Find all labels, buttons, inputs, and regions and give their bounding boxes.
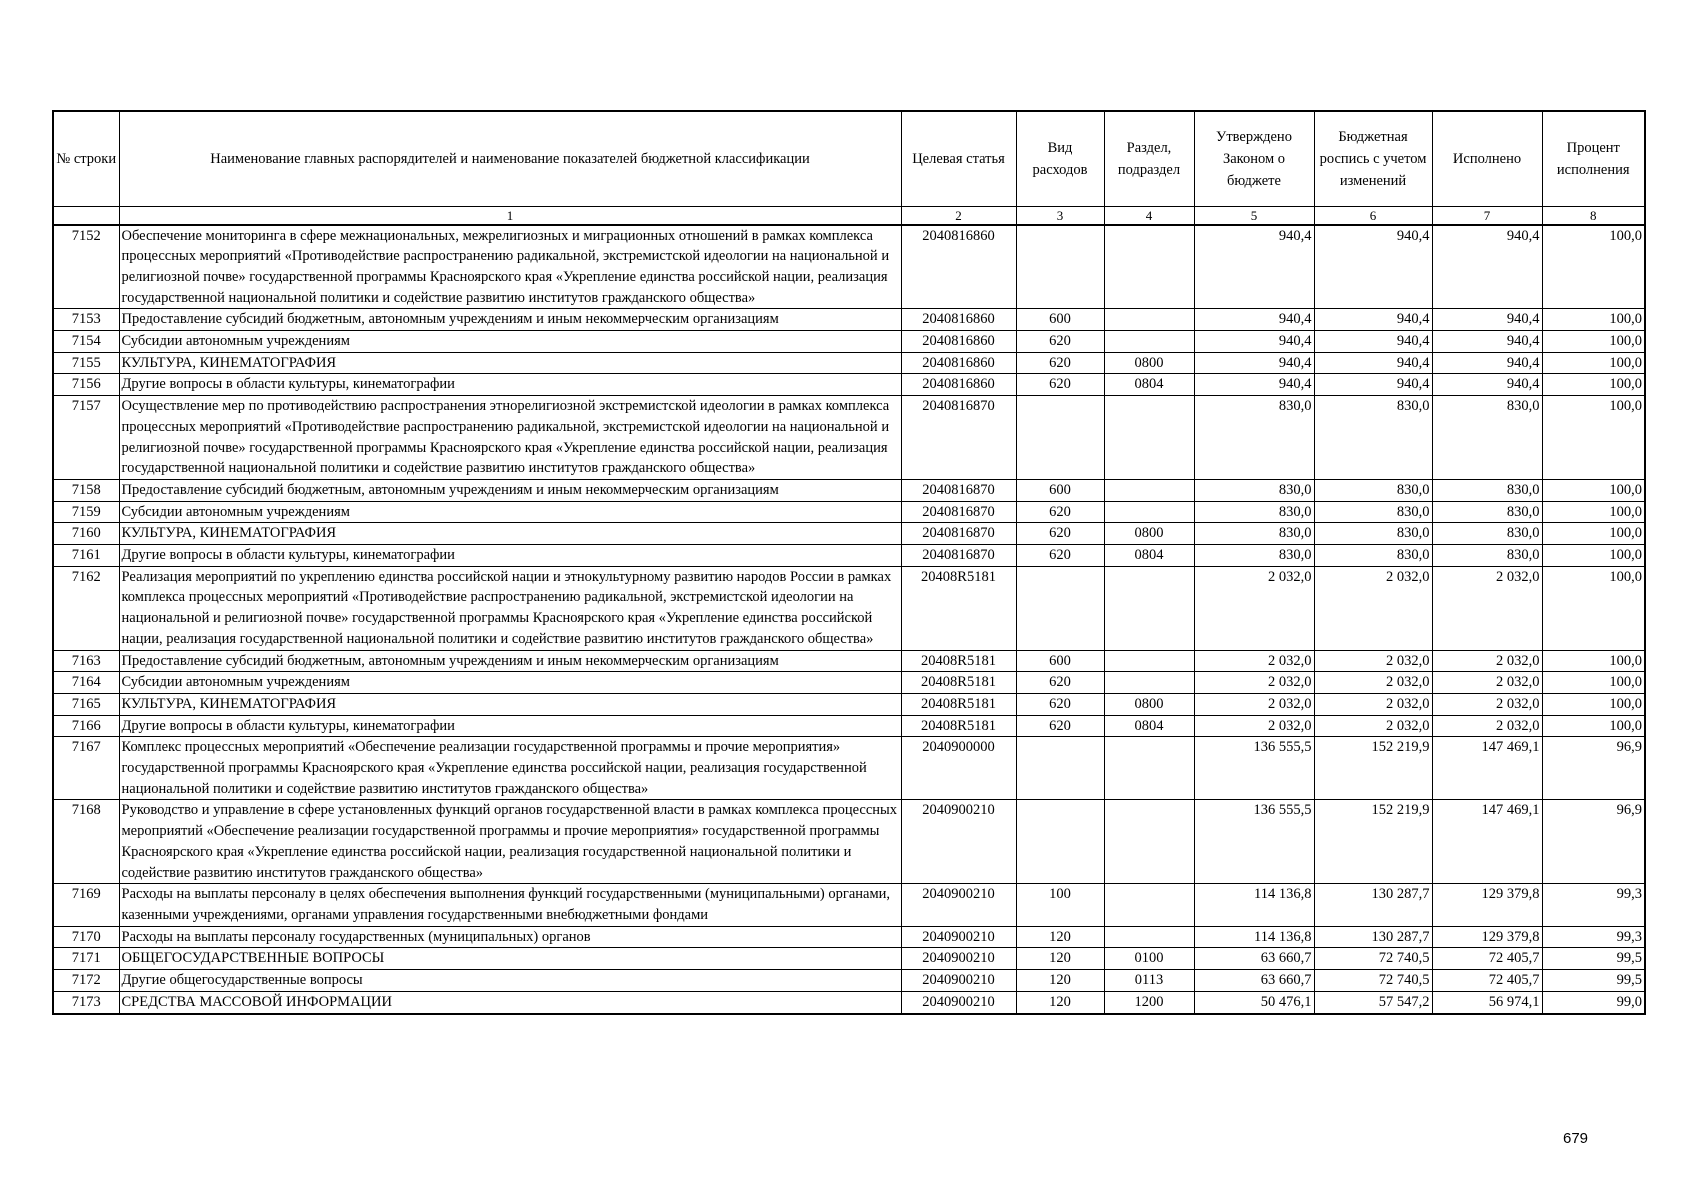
row-target-code: 2040816860 xyxy=(901,309,1016,331)
row-percent: 100,0 xyxy=(1542,545,1645,567)
row-approved: 2 032,0 xyxy=(1194,672,1314,694)
row-target-code: 2040816870 xyxy=(901,396,1016,480)
column-index: 1 xyxy=(119,206,901,225)
column-index: 2 xyxy=(901,206,1016,225)
row-target-code: 2040816870 xyxy=(901,523,1016,545)
row-executed: 940,4 xyxy=(1432,374,1542,396)
row-number: 7160 xyxy=(53,523,119,545)
column-index: 6 xyxy=(1314,206,1432,225)
table-row xyxy=(53,309,1645,331)
row-section xyxy=(1104,926,1194,948)
row-schedule: 152 219,9 xyxy=(1314,800,1432,884)
table-row xyxy=(53,545,1645,567)
table-row xyxy=(53,331,1645,353)
row-schedule: 940,4 xyxy=(1314,374,1432,396)
row-name: КУЛЬТУРА, КИНЕМАТОГРАФИЯ xyxy=(119,523,901,545)
row-executed: 940,4 xyxy=(1432,352,1542,374)
row-name: Расходы на выплаты персоналу государственных (муниципальных) органов xyxy=(119,926,901,948)
row-schedule: 57 547,2 xyxy=(1314,991,1432,1013)
row-percent: 100,0 xyxy=(1542,352,1645,374)
table-body xyxy=(53,225,1645,1014)
row-expense-kind: 620 xyxy=(1016,523,1104,545)
row-target-code: 20408R5181 xyxy=(901,693,1016,715)
row-percent: 96,9 xyxy=(1542,737,1645,800)
row-schedule: 130 287,7 xyxy=(1314,926,1432,948)
column-index: 8 xyxy=(1542,206,1645,225)
row-executed: 72 405,7 xyxy=(1432,948,1542,970)
row-schedule: 940,4 xyxy=(1314,352,1432,374)
table-header xyxy=(53,111,1645,225)
row-target-code: 2040816870 xyxy=(901,479,1016,501)
row-executed: 940,4 xyxy=(1432,225,1542,309)
row-expense-kind: 600 xyxy=(1016,309,1104,331)
row-executed: 2 032,0 xyxy=(1432,672,1542,694)
row-executed: 830,0 xyxy=(1432,479,1542,501)
row-number: 7166 xyxy=(53,715,119,737)
header-executed: Исполнено xyxy=(1432,111,1542,206)
row-expense-kind xyxy=(1016,566,1104,650)
row-number: 7172 xyxy=(53,970,119,992)
row-schedule: 830,0 xyxy=(1314,523,1432,545)
row-expense-kind: 120 xyxy=(1016,991,1104,1013)
row-expense-kind: 600 xyxy=(1016,479,1104,501)
row-approved: 940,4 xyxy=(1194,331,1314,353)
row-section: 0113 xyxy=(1104,970,1194,992)
table-row xyxy=(53,374,1645,396)
row-target-code: 2040900210 xyxy=(901,800,1016,884)
row-expense-kind xyxy=(1016,396,1104,480)
row-expense-kind: 100 xyxy=(1016,884,1104,926)
row-section xyxy=(1104,672,1194,694)
row-expense-kind: 620 xyxy=(1016,331,1104,353)
row-number: 7154 xyxy=(53,331,119,353)
table-row xyxy=(53,566,1645,650)
row-target-code: 2040900000 xyxy=(901,737,1016,800)
row-name: Предоставление субсидий бюджетным, автономным учреждениям и иным некоммерческим организациям xyxy=(119,479,901,501)
row-number: 7169 xyxy=(53,884,119,926)
budget-table xyxy=(52,110,1646,1015)
row-section: 0800 xyxy=(1104,352,1194,374)
row-number: 7171 xyxy=(53,948,119,970)
row-section xyxy=(1104,479,1194,501)
row-schedule: 152 219,9 xyxy=(1314,737,1432,800)
column-index-row xyxy=(53,206,1645,225)
row-approved: 63 660,7 xyxy=(1194,948,1314,970)
row-percent: 96,9 xyxy=(1542,800,1645,884)
row-section: 0100 xyxy=(1104,948,1194,970)
row-approved: 136 555,5 xyxy=(1194,800,1314,884)
row-number: 7159 xyxy=(53,501,119,523)
column-index: 7 xyxy=(1432,206,1542,225)
table-row xyxy=(53,479,1645,501)
row-approved: 63 660,7 xyxy=(1194,970,1314,992)
row-name: Другие вопросы в области культуры, кинематографии xyxy=(119,374,901,396)
row-executed: 830,0 xyxy=(1432,396,1542,480)
row-section xyxy=(1104,566,1194,650)
row-expense-kind: 620 xyxy=(1016,501,1104,523)
row-approved: 940,4 xyxy=(1194,309,1314,331)
row-expense-kind: 600 xyxy=(1016,650,1104,672)
row-name: КУЛЬТУРА, КИНЕМАТОГРАФИЯ xyxy=(119,693,901,715)
row-schedule: 830,0 xyxy=(1314,501,1432,523)
header-approved: Утверждено Законом о бюджете xyxy=(1194,111,1314,206)
row-approved: 2 032,0 xyxy=(1194,715,1314,737)
row-percent: 100,0 xyxy=(1542,374,1645,396)
row-percent: 100,0 xyxy=(1542,523,1645,545)
row-percent: 100,0 xyxy=(1542,693,1645,715)
row-executed: 2 032,0 xyxy=(1432,715,1542,737)
row-name: Комплекс процессных мероприятий «Обеспечение реализации государственной программы и прочие мероприятия» государственной программы Красноярского края «Укрепление единства российской нации, реализация государственной национальной политики и содействие развитию институтов гражданского общества» xyxy=(119,737,901,800)
row-section xyxy=(1104,396,1194,480)
row-target-code: 2040816860 xyxy=(901,352,1016,374)
row-executed: 830,0 xyxy=(1432,523,1542,545)
row-percent: 100,0 xyxy=(1542,672,1645,694)
row-schedule: 2 032,0 xyxy=(1314,693,1432,715)
row-percent: 100,0 xyxy=(1542,309,1645,331)
row-name: Предоставление субсидий бюджетным, автономным учреждениям и иным некоммерческим организациям xyxy=(119,309,901,331)
row-percent: 99,5 xyxy=(1542,970,1645,992)
row-approved: 114 136,8 xyxy=(1194,926,1314,948)
row-target-code: 2040900210 xyxy=(901,884,1016,926)
row-target-code: 2040816870 xyxy=(901,545,1016,567)
table-row xyxy=(53,225,1645,309)
row-name: Субсидии автономным учреждениям xyxy=(119,331,901,353)
row-number: 7157 xyxy=(53,396,119,480)
table-row xyxy=(53,737,1645,800)
row-approved: 830,0 xyxy=(1194,545,1314,567)
row-section xyxy=(1104,737,1194,800)
table-row xyxy=(53,970,1645,992)
row-name: Обеспечение мониторинга в сфере межнациональных, межрелигиозных и миграционных отношений в рамках комплекса процессных мероприятий «Противодействие распространению радикальной, экстремистской идеологии на национальной и религиозной почве» государственной программы Красноярского края «Укрепление единства российской нации, реализация государственной национальной политики и содействие развитию институтов гражданского общества» xyxy=(119,225,901,309)
table-row xyxy=(53,884,1645,926)
row-schedule: 830,0 xyxy=(1314,396,1432,480)
row-expense-kind: 620 xyxy=(1016,545,1104,567)
row-approved: 136 555,5 xyxy=(1194,737,1314,800)
row-executed: 2 032,0 xyxy=(1432,650,1542,672)
row-executed: 940,4 xyxy=(1432,309,1542,331)
row-target-code: 20408R5181 xyxy=(901,566,1016,650)
row-schedule: 830,0 xyxy=(1314,479,1432,501)
row-approved: 830,0 xyxy=(1194,501,1314,523)
row-name: Реализация мероприятий по укреплению единства российской нации и этнокультурному развитию народов России в рамках комплекса процессных мероприятий «Противодействие распространению радикальной, экстремистской идеологии на национальной и религиозной почве» государственной программы Красноярского края «Укрепление единства российской нации, реализация государственной национальной политики и содействие развитию институтов гражданского общества» xyxy=(119,566,901,650)
header-schedule: Бюджетная роспись с учетом изменений xyxy=(1314,111,1432,206)
row-executed: 129 379,8 xyxy=(1432,884,1542,926)
row-section xyxy=(1104,501,1194,523)
column-index-blank xyxy=(53,206,119,225)
row-number: 7170 xyxy=(53,926,119,948)
row-target-code: 20408R5181 xyxy=(901,715,1016,737)
row-section: 1200 xyxy=(1104,991,1194,1013)
row-expense-kind: 620 xyxy=(1016,715,1104,737)
row-schedule: 940,4 xyxy=(1314,309,1432,331)
row-executed: 72 405,7 xyxy=(1432,970,1542,992)
row-executed: 830,0 xyxy=(1432,545,1542,567)
row-expense-kind xyxy=(1016,737,1104,800)
row-number: 7163 xyxy=(53,650,119,672)
row-number: 7162 xyxy=(53,566,119,650)
row-section xyxy=(1104,800,1194,884)
row-percent: 100,0 xyxy=(1542,566,1645,650)
row-percent: 99,3 xyxy=(1542,884,1645,926)
row-target-code: 2040816860 xyxy=(901,225,1016,309)
row-target-code: 2040816870 xyxy=(901,501,1016,523)
column-index: 5 xyxy=(1194,206,1314,225)
header-section: Раздел, подраздел xyxy=(1104,111,1194,206)
row-section: 0800 xyxy=(1104,693,1194,715)
row-section xyxy=(1104,331,1194,353)
table-row xyxy=(53,991,1645,1013)
table-row xyxy=(53,650,1645,672)
row-name: Другие вопросы в области культуры, кинематографии xyxy=(119,715,901,737)
row-section: 0804 xyxy=(1104,374,1194,396)
row-schedule: 2 032,0 xyxy=(1314,672,1432,694)
row-schedule: 940,4 xyxy=(1314,225,1432,309)
row-approved: 830,0 xyxy=(1194,523,1314,545)
row-executed: 147 469,1 xyxy=(1432,737,1542,800)
header-name: Наименование главных распорядителей и наименование показателей бюджетной классификации xyxy=(119,111,901,206)
row-schedule: 2 032,0 xyxy=(1314,650,1432,672)
row-executed: 940,4 xyxy=(1432,331,1542,353)
row-name: Предоставление субсидий бюджетным, автономным учреждениям и иным некоммерческим организациям xyxy=(119,650,901,672)
row-name: Другие вопросы в области культуры, кинематографии xyxy=(119,545,901,567)
row-percent: 99,0 xyxy=(1542,991,1645,1013)
row-target-code: 2040816860 xyxy=(901,374,1016,396)
row-number: 7173 xyxy=(53,991,119,1013)
table-row xyxy=(53,693,1645,715)
row-percent: 100,0 xyxy=(1542,715,1645,737)
row-expense-kind: 120 xyxy=(1016,926,1104,948)
table-row xyxy=(53,672,1645,694)
row-percent: 99,5 xyxy=(1542,948,1645,970)
row-name: Субсидии автономным учреждениям xyxy=(119,501,901,523)
table-row xyxy=(53,800,1645,884)
row-number: 7153 xyxy=(53,309,119,331)
row-name: Другие общегосударственные вопросы xyxy=(119,970,901,992)
row-expense-kind xyxy=(1016,800,1104,884)
row-number: 7167 xyxy=(53,737,119,800)
row-expense-kind: 620 xyxy=(1016,672,1104,694)
row-expense-kind: 620 xyxy=(1016,352,1104,374)
row-name: Осуществление мер по противодействию распространения этнорелигиозной экстремистской идеологии в рамках комплекса процессных мероприятий «Противодействие распространению радикальной, экстремистской идеологии на национальной и религиозной почве» государственной программы Красноярского края «Укрепление единства российской нации, реализация государственной национальной политики и содействие развитию институтов гражданского общества» xyxy=(119,396,901,480)
row-target-code: 2040900210 xyxy=(901,991,1016,1013)
row-expense-kind: 120 xyxy=(1016,948,1104,970)
table-row xyxy=(53,948,1645,970)
row-target-code: 20408R5181 xyxy=(901,672,1016,694)
row-approved: 2 032,0 xyxy=(1194,650,1314,672)
row-schedule: 940,4 xyxy=(1314,331,1432,353)
row-number: 7152 xyxy=(53,225,119,309)
column-index: 3 xyxy=(1016,206,1104,225)
row-number: 7168 xyxy=(53,800,119,884)
table-row xyxy=(53,352,1645,374)
row-percent: 100,0 xyxy=(1542,396,1645,480)
row-executed: 2 032,0 xyxy=(1432,566,1542,650)
table-row xyxy=(53,501,1645,523)
row-section: 0804 xyxy=(1104,545,1194,567)
row-number: 7164 xyxy=(53,672,119,694)
row-schedule: 2 032,0 xyxy=(1314,715,1432,737)
row-target-code: 2040900210 xyxy=(901,948,1016,970)
row-section: 0804 xyxy=(1104,715,1194,737)
row-expense-kind xyxy=(1016,225,1104,309)
row-target-code: 2040816860 xyxy=(901,331,1016,353)
row-schedule: 72 740,5 xyxy=(1314,948,1432,970)
row-schedule: 130 287,7 xyxy=(1314,884,1432,926)
row-executed: 147 469,1 xyxy=(1432,800,1542,884)
row-schedule: 2 032,0 xyxy=(1314,566,1432,650)
row-schedule: 830,0 xyxy=(1314,545,1432,567)
row-name: СРЕДСТВА МАССОВОЙ ИНФОРМАЦИИ xyxy=(119,991,901,1013)
row-percent: 100,0 xyxy=(1542,225,1645,309)
row-name: Субсидии автономным учреждениям xyxy=(119,672,901,694)
row-section: 0800 xyxy=(1104,523,1194,545)
row-percent: 100,0 xyxy=(1542,479,1645,501)
row-expense-kind: 120 xyxy=(1016,970,1104,992)
row-number: 7161 xyxy=(53,545,119,567)
row-section xyxy=(1104,884,1194,926)
row-executed: 2 032,0 xyxy=(1432,693,1542,715)
header-row-no: № строки xyxy=(53,111,119,206)
table-row xyxy=(53,523,1645,545)
table-row xyxy=(53,396,1645,480)
row-approved: 2 032,0 xyxy=(1194,693,1314,715)
row-number: 7165 xyxy=(53,693,119,715)
row-percent: 99,3 xyxy=(1542,926,1645,948)
row-section xyxy=(1104,225,1194,309)
row-approved: 830,0 xyxy=(1194,396,1314,480)
row-number: 7155 xyxy=(53,352,119,374)
table-row xyxy=(53,715,1645,737)
row-approved: 830,0 xyxy=(1194,479,1314,501)
row-expense-kind: 620 xyxy=(1016,374,1104,396)
row-section xyxy=(1104,309,1194,331)
row-number: 7156 xyxy=(53,374,119,396)
row-percent: 100,0 xyxy=(1542,501,1645,523)
row-name: Руководство и управление в сфере установленных функций органов государственной власти в рамках комплекса процессных мероприятий «Обеспечение реализации государственной программы и прочие мероприятия» государственной программы Красноярского края «Укрепление единства российской нации, реализация государственной национальной политики и содействие развитию институтов гражданского общества» xyxy=(119,800,901,884)
row-target-code: 2040900210 xyxy=(901,926,1016,948)
row-approved: 50 476,1 xyxy=(1194,991,1314,1013)
row-target-code: 2040900210 xyxy=(901,970,1016,992)
page-number: 679 xyxy=(1563,1130,1589,1147)
row-section xyxy=(1104,650,1194,672)
row-executed: 56 974,1 xyxy=(1432,991,1542,1013)
row-approved: 2 032,0 xyxy=(1194,566,1314,650)
header-kind: Вид расходов xyxy=(1016,111,1104,206)
row-approved: 940,4 xyxy=(1194,352,1314,374)
table-row xyxy=(53,926,1645,948)
row-number: 7158 xyxy=(53,479,119,501)
row-name: ОБЩЕГОСУДАРСТВЕННЫЕ ВОПРОСЫ xyxy=(119,948,901,970)
column-index: 4 xyxy=(1104,206,1194,225)
row-name: Расходы на выплаты персоналу в целях обеспечения выполнения функций государственными (муниципальными) органами, казенными учреждениями, органами управления государственными внебюджетными фондами xyxy=(119,884,901,926)
row-percent: 100,0 xyxy=(1542,331,1645,353)
row-target-code: 20408R5181 xyxy=(901,650,1016,672)
row-percent: 100,0 xyxy=(1542,650,1645,672)
header-target: Целевая статья xyxy=(901,111,1016,206)
row-executed: 129 379,8 xyxy=(1432,926,1542,948)
row-approved: 114 136,8 xyxy=(1194,884,1314,926)
header-percent: Процент исполнения xyxy=(1542,111,1645,206)
row-expense-kind: 620 xyxy=(1016,693,1104,715)
row-executed: 830,0 xyxy=(1432,501,1542,523)
row-approved: 940,4 xyxy=(1194,374,1314,396)
row-schedule: 72 740,5 xyxy=(1314,970,1432,992)
row-approved: 940,4 xyxy=(1194,225,1314,309)
row-name: КУЛЬТУРА, КИНЕМАТОГРАФИЯ xyxy=(119,352,901,374)
